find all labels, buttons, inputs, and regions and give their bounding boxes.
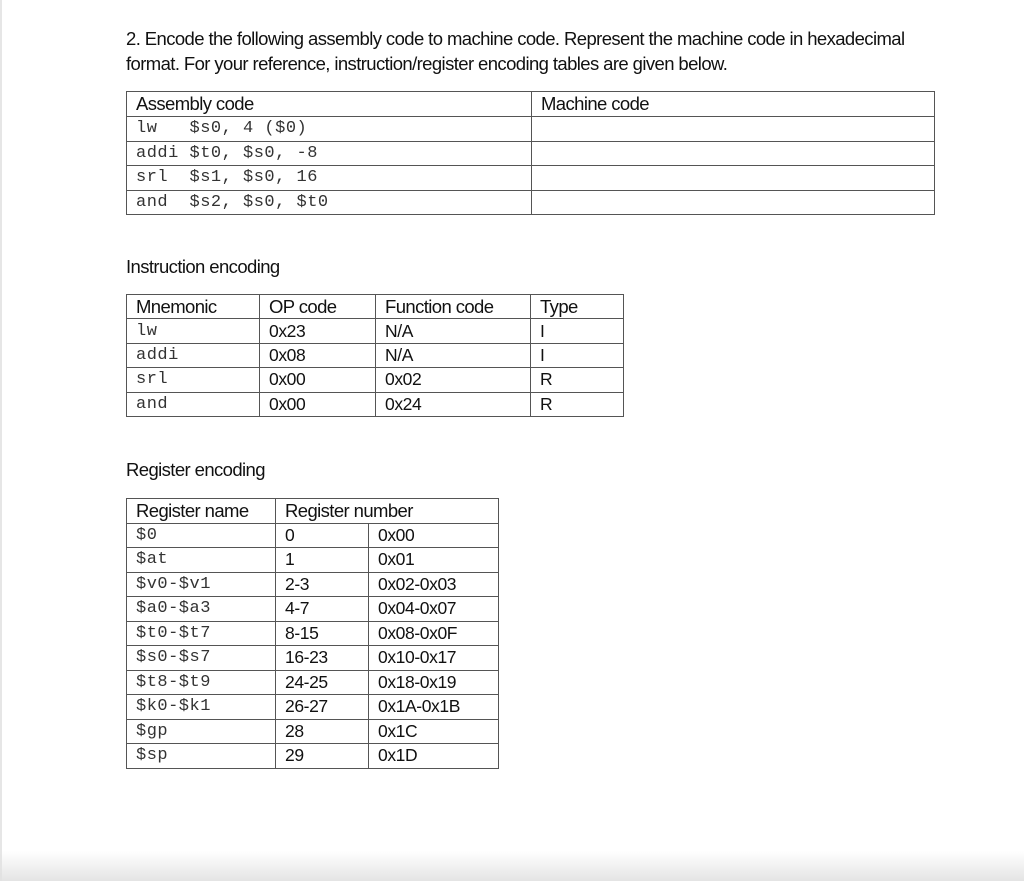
- mnemonic-cell: and: [127, 392, 260, 416]
- page-edge: [0, 0, 2, 881]
- table-row: [127, 695, 499, 720]
- table-row: [127, 548, 499, 573]
- table-row: [127, 117, 935, 142]
- type-cell: R: [531, 392, 624, 416]
- register-decimal-cell: 1: [276, 548, 369, 573]
- register-encoding-table: [126, 498, 499, 769]
- register-name-cell: $k0-$k1: [127, 695, 276, 720]
- table-row: [127, 621, 499, 646]
- register-name-cell: $0: [127, 523, 276, 548]
- asm-instruction: srl $s1, $s0, 16: [127, 166, 532, 191]
- header-register-number: Register number: [276, 499, 499, 524]
- register-hex-cell: 0x02-0x03: [369, 572, 499, 597]
- machine-code-cell[interactable]: [532, 166, 935, 191]
- asm-instruction: addi $t0, $s0, -8: [127, 141, 532, 166]
- register-hex-cell: 0x08-0x0F: [369, 621, 499, 646]
- header-register-name: Register name: [127, 499, 276, 524]
- table-row: [127, 392, 624, 416]
- table-row: [127, 190, 935, 215]
- register-decimal-cell: 29: [276, 744, 369, 769]
- header-machine-code: Machine code: [532, 92, 935, 117]
- register-hex-cell: 0x18-0x19: [369, 670, 499, 695]
- register-hex-cell: 0x1C: [369, 719, 499, 744]
- register-hex-cell: 0x1D: [369, 744, 499, 769]
- table-row: [127, 343, 624, 367]
- table-row: [127, 572, 499, 597]
- asm-instruction: and $s2, $s0, $t0: [127, 190, 532, 215]
- register-decimal-cell: 8-15: [276, 621, 369, 646]
- function-code-cell: 0x02: [376, 368, 531, 392]
- asm-instruction: lw $s0, 4 ($0): [127, 117, 532, 142]
- register-decimal-cell: 4-7: [276, 597, 369, 622]
- register-name-cell: $s0-$s7: [127, 646, 276, 671]
- header-op-code: OP code: [260, 295, 376, 319]
- register-hex-cell: 0x01: [369, 548, 499, 573]
- register-hex-cell: 0x04-0x07: [369, 597, 499, 622]
- table-row: [127, 670, 499, 695]
- bottom-page-shadow: [0, 851, 1024, 881]
- table-row: [127, 368, 624, 392]
- instruction-encoding-title: Instruction encoding: [126, 256, 280, 277]
- header-type: Type: [531, 295, 624, 319]
- table-row: [127, 719, 499, 744]
- header-assembly-code: Assembly code: [127, 92, 532, 117]
- instruction-encoding-table: [126, 294, 624, 417]
- register-decimal-cell: 16-23: [276, 646, 369, 671]
- table-row: [127, 597, 499, 622]
- register-decimal-cell: 28: [276, 719, 369, 744]
- function-code-cell: N/A: [376, 343, 531, 367]
- header-function-code: Function code: [376, 295, 531, 319]
- table-header-row: [127, 295, 624, 319]
- register-hex-cell: 0x10-0x17: [369, 646, 499, 671]
- table-row: [127, 141, 935, 166]
- register-decimal-cell: 26-27: [276, 695, 369, 720]
- register-hex-cell: 0x00: [369, 523, 499, 548]
- op-code-cell: 0x00: [260, 392, 376, 416]
- mnemonic-cell: addi: [127, 343, 260, 367]
- op-code-cell: 0x00: [260, 368, 376, 392]
- register-decimal-cell: 24-25: [276, 670, 369, 695]
- assembly-table: [126, 91, 935, 215]
- function-code-cell: N/A: [376, 319, 531, 343]
- machine-code-cell[interactable]: [532, 190, 935, 215]
- register-name-cell: $a0-$a3: [127, 597, 276, 622]
- register-name-cell: $t0-$t7: [127, 621, 276, 646]
- type-cell: I: [531, 319, 624, 343]
- table-header-row: [127, 92, 935, 117]
- register-name-cell: $t8-$t9: [127, 670, 276, 695]
- type-cell: R: [531, 368, 624, 392]
- register-encoding-title: Register encoding: [126, 459, 265, 480]
- question-text: 2. Encode the following assembly code to machine code. Represent the machine code in hexadecimal format. For your reference, instruction/register encoding tables are given below.: [126, 28, 905, 74]
- register-name-cell: $gp: [127, 719, 276, 744]
- table-row: [127, 319, 624, 343]
- machine-code-cell[interactable]: [532, 117, 935, 142]
- op-code-cell: 0x23: [260, 319, 376, 343]
- table-header-row: [127, 499, 499, 524]
- op-code-cell: 0x08: [260, 343, 376, 367]
- type-cell: I: [531, 343, 624, 367]
- table-row: [127, 523, 499, 548]
- table-row: [127, 166, 935, 191]
- register-decimal-cell: 2-3: [276, 572, 369, 597]
- register-name-cell: $at: [127, 548, 276, 573]
- machine-code-cell[interactable]: [532, 141, 935, 166]
- header-mnemonic: Mnemonic: [127, 295, 260, 319]
- register-hex-cell: 0x1A-0x1B: [369, 695, 499, 720]
- table-row: [127, 744, 499, 769]
- table-row: [127, 646, 499, 671]
- register-name-cell: $sp: [127, 744, 276, 769]
- mnemonic-cell: lw: [127, 319, 260, 343]
- mnemonic-cell: srl: [127, 368, 260, 392]
- register-name-cell: $v0-$v1: [127, 572, 276, 597]
- register-decimal-cell: 0: [276, 523, 369, 548]
- function-code-cell: 0x24: [376, 392, 531, 416]
